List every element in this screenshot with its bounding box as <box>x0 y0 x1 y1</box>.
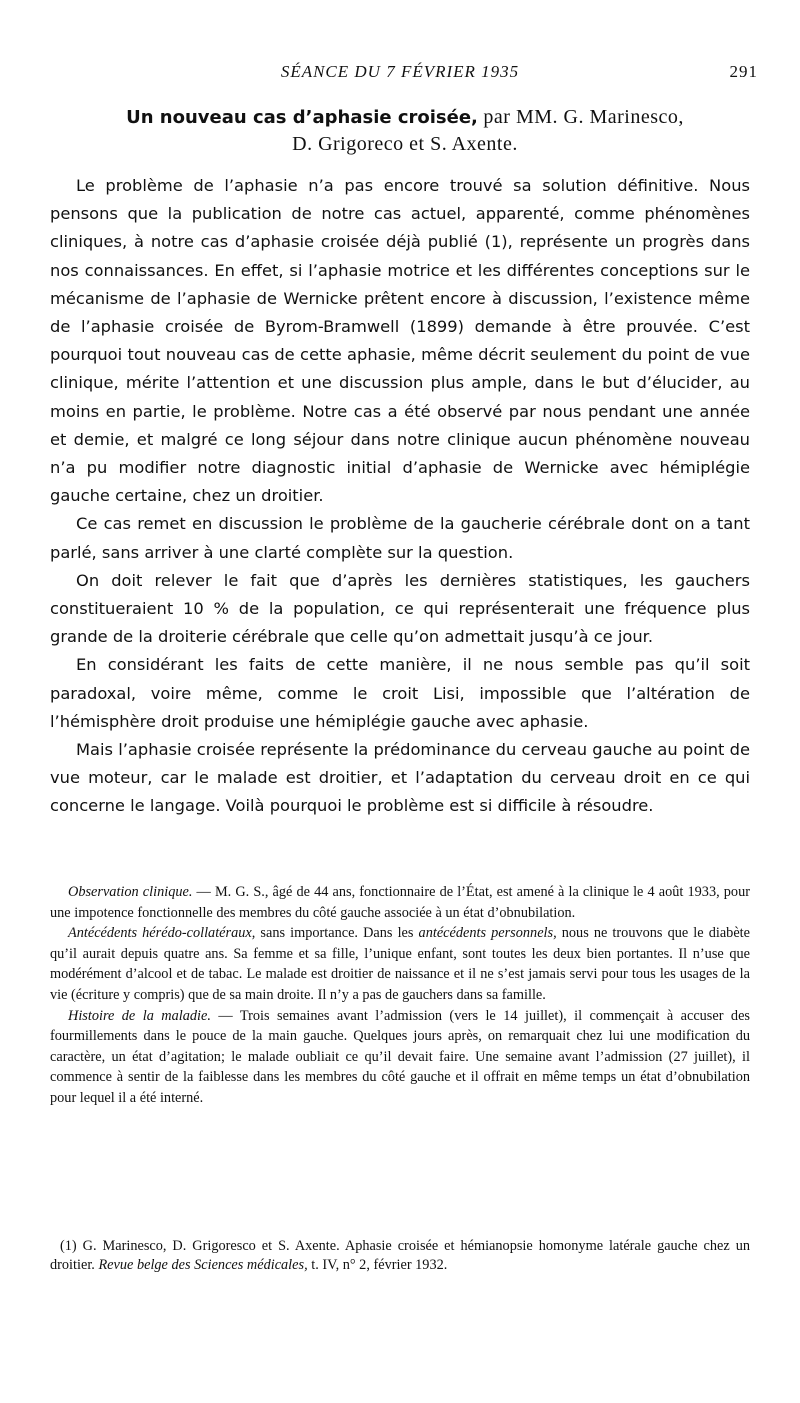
history-text: — Trois semaines avant l’admission (vers le 14 juillet), il commençait à accuser des fourmillements dans le pouce de la main gauche. Quelques jours après, on remarquait chez lui une modification du caractère, un état d’agitation; le malade oubliait ce qu’il devait faire. Une semaine avant l’admission (27 juillet), il commence à sentir de la faiblesse dans les membres du côté gauche et il offrait en même temps un état d’obnubilation pour lequel il a été interné. <box>50 1007 750 1106</box>
body-paragraph: En considérant les faits de cette manière, il ne nous semble pas qu’il soit paradoxal, voire même, comme le croit Lisi, impossible que l’altération de l’hémisphère droit produise une hémiplégie gauche avec aphasie. <box>50 655 750 731</box>
running-title: SÉANCE DU 7 FÉVRIER 1935 <box>280 62 520 81</box>
antecedents-text-b: nous ne trouvons que le diabète qu’il aurait depuis quatre ans. Sa femme et sa fille, l’unique enfant, sont toutes les deux bien portantes. Il n’use que modérément d’alcool et de tabac. Le malade est droitier de naissance et il ne s’est jamais servi pour tous les usages de la vie (écriture y compris) que de sa main droite. Il n’y a pas de gauchers dans sa famille. <box>50 925 750 1003</box>
footnote-text-a: (1) G. Marinesco, D. Grigoresco et S. Axente. Aphasie croisée et hémianopsie homonyme latérale gauche chez un droitier. <box>50 1238 750 1273</box>
body-paragraph: Le problème de l’aphasie n’a pas encore trouvé sa solution définitive. Nous pensons que la publication de notre cas actuel, apparenté, comme phénomènes cliniques, à notre cas d’aphasie croisée déjà publié (1), représente un progrès dans nos connaissances. En effet, si l’aphasie motrice et les différentes conceptions sur le mécanisme de l’aphasie de Wernicke prêtent encore à discussion, l’existence même de l’aphasie croisée de Byrom-Bramwell (1899) demande à être prouvée. C’est pourquoi tout nouveau cas de cette aphasie, même décrit seulement du point de vue clinique, mérite l’attention et une discussion plus ample, dans le but d’élucider, au moins en partie, le problème. Notre cas a été observé par nous pendant une année et demie, et malgré ce long séjour dans notre clinique aucun phénomène nouveau n’a pu modifier notre diagnostic initial d’aphasie de Wernicke avec hémiplégie gauche certaine, chez un droitier. <box>50 176 750 506</box>
clinical-details <box>50 882 750 1109</box>
antecedents-paragraph <box>50 923 750 1005</box>
antecedents-label: Antécédents hérédo-collatéraux, <box>68 925 256 942</box>
footnote-text-b: t. IV, n° 2, février 1932. <box>307 1257 448 1273</box>
observation-label: Observation clinique. <box>68 884 193 900</box>
body-paragraph: Mais l’aphasie croisée représente la prédominance du cerveau gauche au point de vue moteur, car le malade est droitier, et l’adaptation du cerveau droit en ce qui concerne le langage. Voilà pourquoi le problème est si difficile à résoudre. <box>50 740 750 816</box>
page-number: 291 <box>729 62 758 81</box>
title-authors-line1: par MM. G. Marinesco, <box>477 106 684 128</box>
title-main: Un nouveau cas d’aphasie croisée, <box>126 107 478 128</box>
antecedents-label-personal: antécédents personnels, <box>418 925 557 942</box>
observation-text: — M. G. S., âgé de 44 ans, fonctionnaire de l’État, est amené à la clinique le 4 août 1933, pour une impotence fonctionnelle des membres du côté gauche associée à un état d’obnubilation. <box>50 884 750 921</box>
body-paragraph: On doit relever le fait que d’après les dernières statistiques, les gauchers constitueraient 10 % de la population, ce qui représenterait une fréquence plus grande de la droiterie cérébrale que celle qu’on admettait jusqu’à ce jour. <box>50 570 750 647</box>
title-authors-line2: D. Grigoreco et S. Axente. <box>292 133 518 155</box>
history-paragraph <box>50 1006 750 1109</box>
history-label: Histoire de la maladie. <box>68 1007 211 1024</box>
footnote <box>50 1237 750 1275</box>
observation-paragraph <box>50 882 750 923</box>
running-header <box>0 62 800 84</box>
body-paragraph: Ce cas remet en discussion le problème de la gaucherie cérébrale dont on a tant parlé, sans arriver à une clarté complète sur la question. <box>50 514 750 562</box>
antecedents-text-a: sans importance. Dans les <box>255 925 419 942</box>
footnote-journal: Revue belge des Sciences médicales, <box>98 1257 308 1273</box>
article-title <box>50 104 760 157</box>
article-body <box>50 172 750 821</box>
